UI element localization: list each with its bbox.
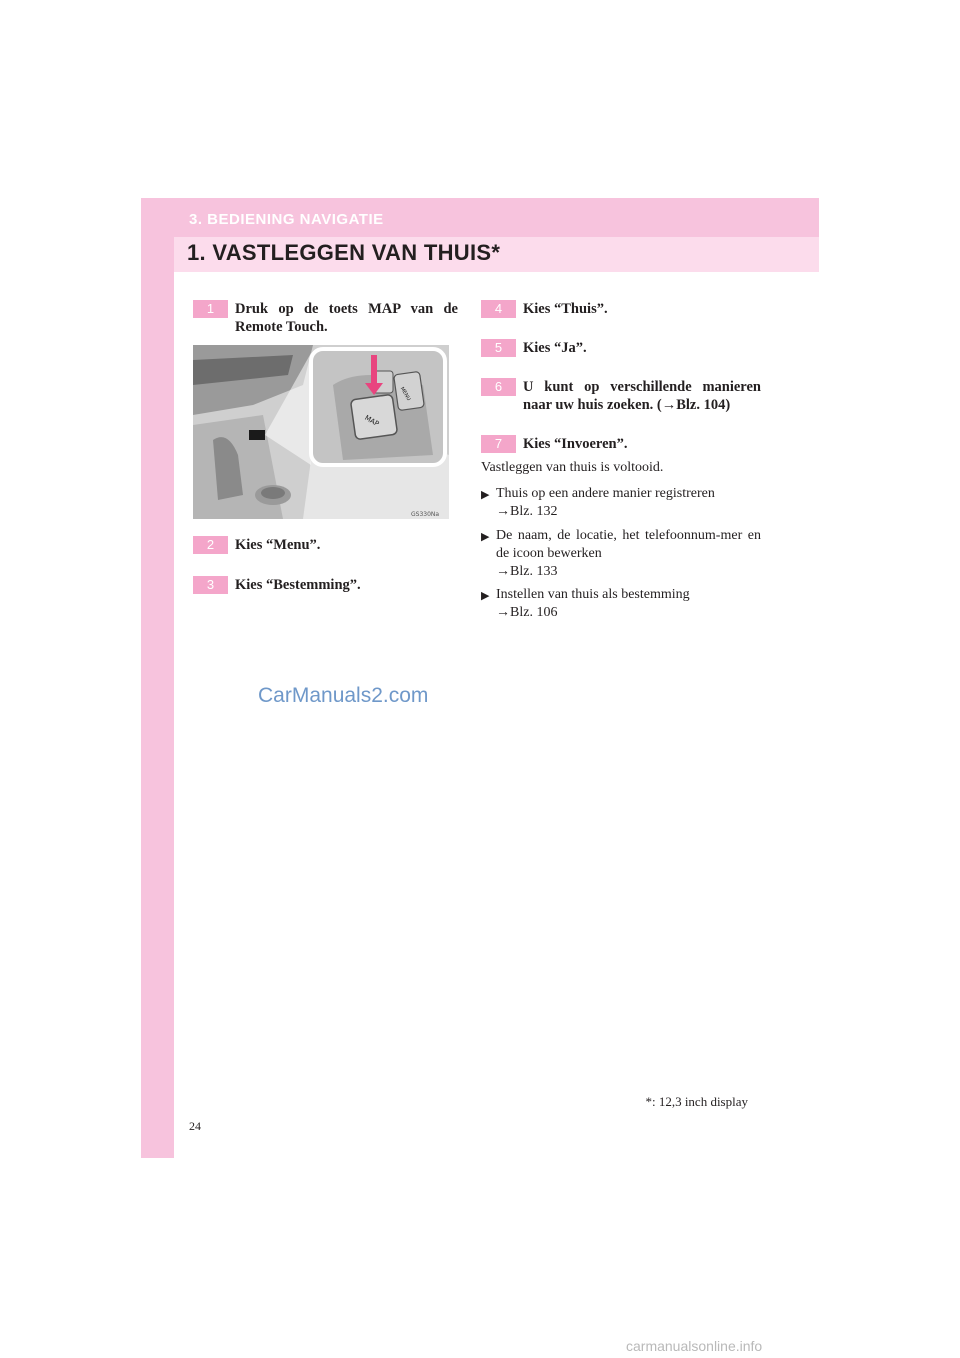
step-number-badge: 5	[481, 339, 516, 357]
step-number-badge: 7	[481, 435, 516, 453]
step-6	[481, 378, 761, 414]
bullet-item	[481, 527, 761, 581]
step-3	[193, 576, 473, 594]
step-text: Kies “Invoeren”.	[523, 436, 628, 452]
step-number-badge: 1	[193, 300, 228, 318]
side-color-band	[141, 198, 174, 1158]
section-label: 3. BEDIENING NAVIGATIE	[189, 211, 384, 228]
step-text: Kies “Bestemming”.	[235, 577, 361, 593]
bottom-watermark: carmanualsonline.info	[626, 1338, 763, 1354]
step-number-badge: 3	[193, 576, 228, 594]
page-number: 24	[189, 1119, 201, 1133]
bullet-text: De naam, de locatie, het telefoonnum-mer en de icoon bewerken	[496, 528, 761, 561]
bullet-text: Thuis op een andere manier registreren	[496, 486, 715, 501]
console-drawing	[193, 345, 449, 519]
bullet-item	[481, 586, 761, 622]
menu-button-label: MENU	[398, 386, 412, 402]
step-4	[481, 300, 761, 318]
step-2	[193, 536, 473, 554]
page-reference-link[interactable]: →Blz. 132	[496, 504, 558, 519]
step-5	[481, 339, 761, 357]
page-reference-link[interactable]: →Blz. 133	[496, 564, 558, 579]
step-1	[193, 300, 458, 336]
bullet-text: Instellen van thuis als bestemming	[496, 587, 690, 602]
illustration-code: GS330Na	[411, 511, 440, 518]
footnote: *: 12,3 inch display	[645, 1094, 748, 1109]
step-text: Kies “Menu”.	[235, 537, 321, 553]
bullet-item	[481, 485, 761, 521]
bullet-triangle-icon: ▶	[481, 530, 490, 543]
page-reference-link[interactable]: →Blz. 106	[496, 605, 558, 620]
map-button-label: MAP	[363, 413, 381, 429]
step-text: Kies “Thuis”.	[523, 301, 608, 317]
step-text: Kies “Ja”.	[523, 340, 587, 356]
page-title: 1. VASTLEGGEN VAN THUIS*	[187, 240, 501, 265]
remote-touch-illustration	[193, 345, 449, 519]
bullet-triangle-icon: ▶	[481, 589, 490, 602]
watermark-logo: CarManuals2.com	[258, 684, 429, 707]
bullet-triangle-icon: ▶	[481, 488, 490, 501]
step-text: Druk op de toets MAP van de Remote Touch.	[235, 301, 458, 335]
step-number-badge: 4	[481, 300, 516, 318]
step-text: U kunt op verschillende manieren naar uw huis zoeken. (→Blz. 104)	[523, 379, 761, 413]
step-number-badge: 2	[193, 536, 228, 554]
step-7	[481, 435, 761, 453]
completion-text: Vastleggen van thuis is voltooid.	[481, 460, 664, 475]
step-number-badge: 6	[481, 378, 516, 396]
